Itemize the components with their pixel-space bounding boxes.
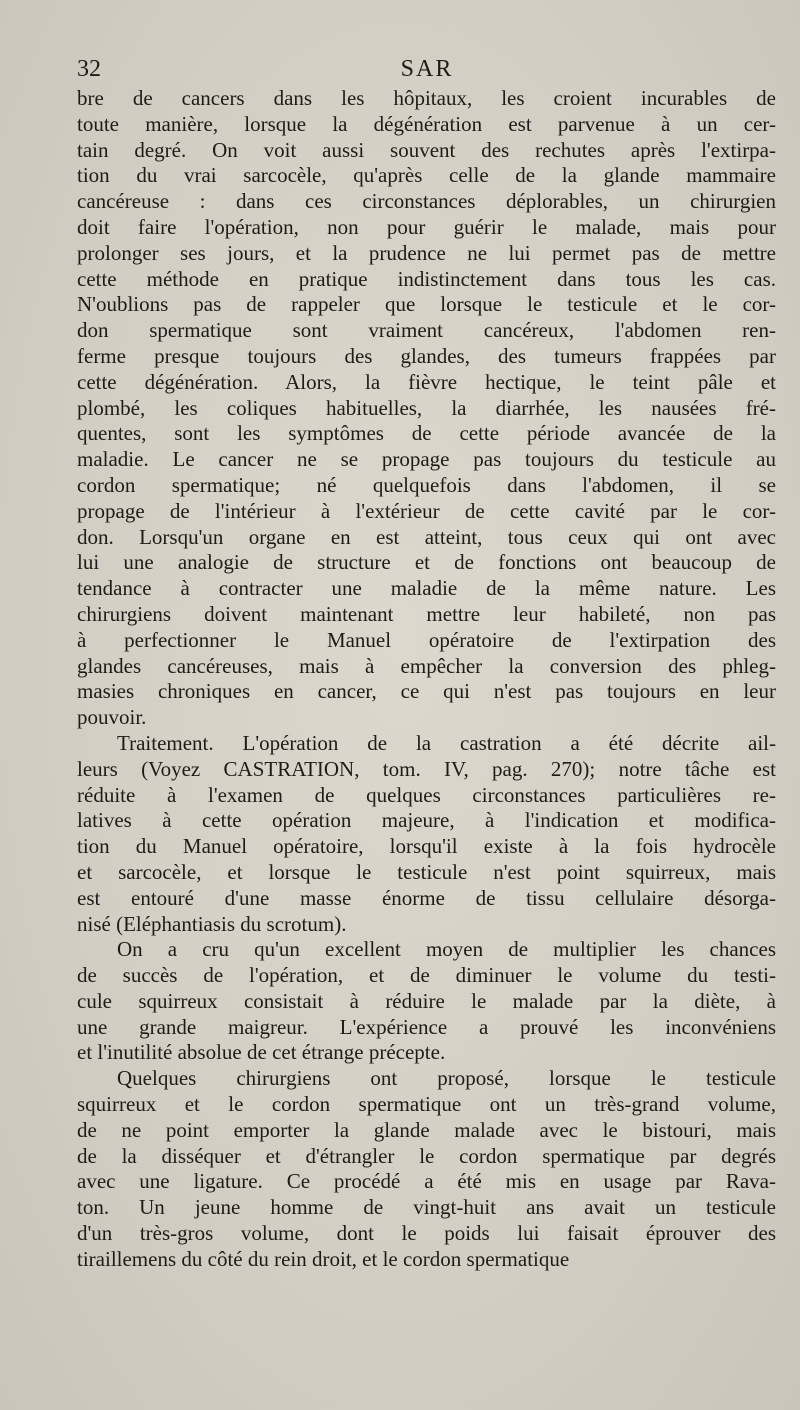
text-line: cette méthode en pratique indistinctement dans tous les cas. xyxy=(77,266,776,291)
text-line: à perfectionner le Manuel opératoire de l'extirpation des xyxy=(77,627,776,652)
text-line: pouvoir. xyxy=(77,705,147,730)
text-line: d'un très-gros volume, dont le poids lui faisait éprouver des xyxy=(77,1221,776,1246)
paragraph xyxy=(77,1066,776,1272)
page-number: 32 xyxy=(77,56,101,82)
text-line: et l'inutilité absolue de cet étrange précepte. xyxy=(77,1040,446,1065)
text-line: quentes, sont les symptômes de cette période avancée de la xyxy=(77,421,776,446)
text-line: Traitement. L'opération de la castration a été décrite ail- xyxy=(117,730,776,755)
text-line: lui une analogie de structure et de fonctions ont beaucoup de xyxy=(77,550,776,575)
text-line: tendance à contracter une maladie de la même nature. Les xyxy=(77,576,776,601)
text-line: cette dégénération. Alors, la fièvre hectique, le teint pâle et xyxy=(77,369,776,394)
text-line: maladie. Le cancer ne se propage pas toujours du testicule au xyxy=(77,447,776,472)
running-head: SAR xyxy=(400,56,454,82)
text-line: On a cru qu'un excellent moyen de multiplier les chances xyxy=(117,937,776,962)
text-line: cule squirreux consistait à réduire le malade par la diète, à xyxy=(77,988,776,1013)
text-line: une grande maigreur. L'expérience a prouvé les inconvéniens xyxy=(77,1014,776,1039)
text-line: réduite à l'examen de quelques circonstances particulières re- xyxy=(77,782,776,807)
text-line: don. Lorsqu'un organe en est atteint, tous ceux qui ont avec xyxy=(77,524,776,549)
text-line: ton. Un jeune homme de vingt-huit ans avait un testicule xyxy=(77,1195,776,1220)
text-line: masies chroniques en cancer, ce qui n'est pas toujours en leur xyxy=(77,679,776,704)
text-line: Quelques chirurgiens ont proposé, lorsque le testicule xyxy=(117,1066,776,1091)
text-line: glandes cancéreuses, mais à empêcher la conversion des phleg- xyxy=(77,653,776,678)
text-line: bre de cancers dans les hôpitaux, les croient incurables de xyxy=(77,86,776,110)
text-line: leurs (Voyez CASTRATION, tom. IV, pag. 270); notre tâche est xyxy=(77,756,776,781)
text-line: tiraillemens du côté du rein droit, et le cordon spermatique xyxy=(77,1246,570,1271)
text-line: et sarcocèle, et lorsque le testicule n'est point squirreux, mais xyxy=(77,859,776,884)
text-line: de ne point emporter la glande malade avec le bistouri, mais xyxy=(77,1117,776,1142)
text-line: est entouré d'une masse énorme de tissu cellulaire désorga- xyxy=(77,885,776,910)
page-header xyxy=(77,56,777,86)
text-line: de succès de l'opération, et de diminuer le volume du testi- xyxy=(77,963,776,988)
text-line: avec une ligature. Ce procédé a été mis en usage par Rava- xyxy=(77,1169,776,1194)
text-line: ferme presque toujours des glandes, des tumeurs frappées par xyxy=(77,343,776,368)
text-line: tion du vrai sarcocèle, qu'après celle de la glande mammaire xyxy=(77,163,776,188)
text-line: tion du Manuel opératoire, lorsqu'il existe à la fois hydrocèle xyxy=(77,834,776,859)
text-line: prolonger ses jours, et la prudence ne lui permet pas de mettre xyxy=(77,240,776,265)
text-line: plombé, les coliques habituelles, la diarrhée, les nausées fré- xyxy=(77,395,776,420)
text-line: de la disséquer et d'étrangler le cordon spermatique par degrés xyxy=(77,1143,776,1168)
text-line: cancéreuse : dans ces circonstances déplorables, un chirurgien xyxy=(77,189,776,214)
paragraph xyxy=(77,86,776,731)
text-line: latives à cette opération majeure, à l'indication et modifica- xyxy=(77,808,776,833)
text-line: toute manière, lorsque la dégénération est parvenue à un cer- xyxy=(77,111,776,136)
paragraph xyxy=(77,731,776,937)
text-line: N'oublions pas de rappeler que lorsque le testicule et le cor- xyxy=(77,292,776,317)
text-line: don spermatique sont vraiment cancéreux, l'abdomen ren- xyxy=(77,318,776,343)
text-line: chirurgiens doivent maintenant mettre leur habileté, non pas xyxy=(77,601,776,626)
text-line: tain degré. On voit aussi souvent des rechutes après l'extirpa- xyxy=(77,137,776,162)
paragraph xyxy=(77,937,776,1066)
text-line: doit faire l'opération, non pour guérir le malade, mais pour xyxy=(77,214,776,239)
text-line: propage de l'intérieur à l'extérieur de cette cavité par le cor- xyxy=(77,498,776,523)
body-text xyxy=(77,86,776,1273)
text-line: nisé (Eléphantiasis du scrotum). xyxy=(77,911,347,936)
text-line: squirreux et le cordon spermatique ont un très-grand volume, xyxy=(77,1092,776,1117)
text-line: cordon spermatique; né quelquefois dans l'abdomen, il se xyxy=(77,472,776,497)
